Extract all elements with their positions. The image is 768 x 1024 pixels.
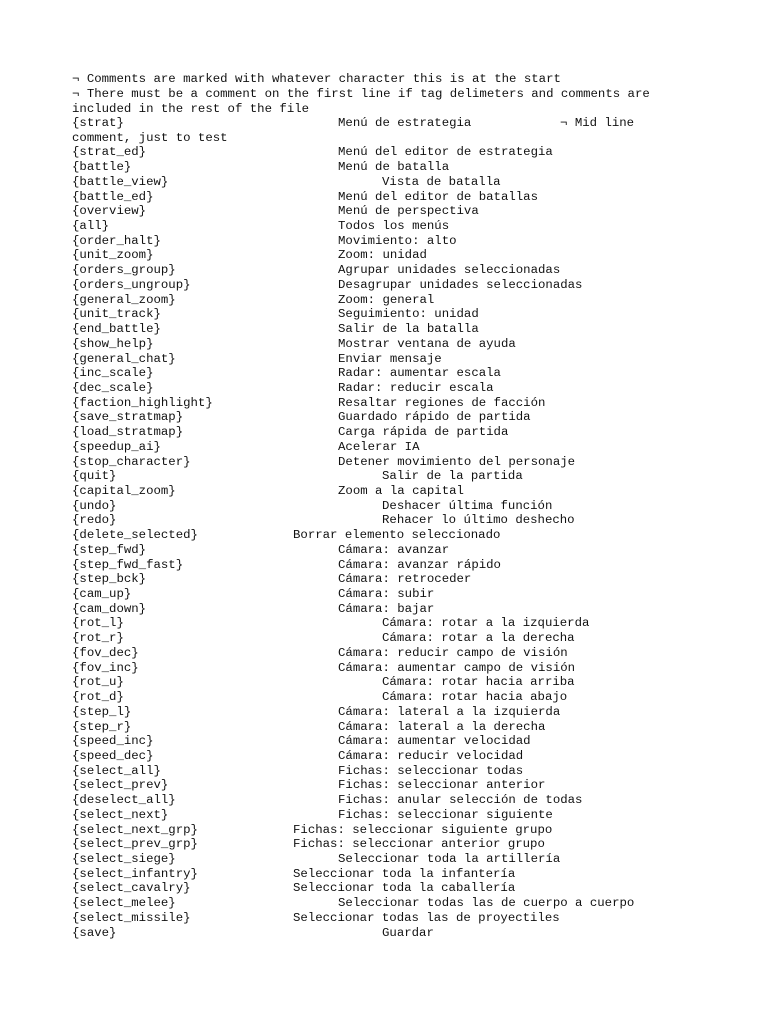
entry-key: {deselect_all} xyxy=(72,793,176,808)
entry-key: {show_help} xyxy=(72,336,154,351)
entry-row xyxy=(72,926,692,941)
entry-key: {battle_ed} xyxy=(72,189,154,204)
entry-key: {select_infantry} xyxy=(72,866,198,881)
entry-key: {end_battle} xyxy=(72,322,161,337)
entry-row xyxy=(72,646,692,661)
entry-row xyxy=(72,366,692,381)
entry-key: {all} xyxy=(72,219,110,234)
entry-row xyxy=(72,116,692,131)
entry-value: Resaltar regiones de facción xyxy=(338,395,546,410)
inline-comment: ¬ Mid line xyxy=(560,116,635,130)
entry-key: {general_zoom} xyxy=(72,292,176,307)
entry-row xyxy=(72,602,692,617)
entry-row xyxy=(72,175,692,190)
entry-value: Cámara: subir xyxy=(338,587,435,602)
entry-key: {battle} xyxy=(72,160,132,175)
entry-key: {capital_zoom} xyxy=(72,484,176,498)
entry-value: Agrupar unidades seleccionadas xyxy=(338,263,561,278)
entry-value: Cámara: retroceder xyxy=(338,572,472,587)
entry-row xyxy=(72,219,692,234)
entry-key: {order_halt} xyxy=(72,233,161,248)
entry-value: Fichas: seleccionar todas xyxy=(338,763,524,778)
entry-row xyxy=(72,337,692,352)
entry-value: Menú de batalla xyxy=(338,160,450,175)
entry-value: Cámara: avanzar xyxy=(338,542,450,557)
entry-key: {rot_d} xyxy=(72,690,124,705)
entry-row xyxy=(72,425,692,440)
entry-key: {step_fwd} xyxy=(72,542,147,557)
entry-value: Salir de la batalla xyxy=(338,322,479,337)
entry-row xyxy=(72,410,692,425)
entry-key: {select_prev} xyxy=(72,778,169,793)
entry-row xyxy=(72,190,692,205)
entry-row xyxy=(72,690,692,705)
entry-value: Seguimiento: unidad xyxy=(338,307,479,322)
entry-value: Seleccionar toda la caballería xyxy=(293,881,516,896)
entry-row xyxy=(72,278,692,293)
entry-row xyxy=(72,881,692,896)
entry-key: {select_next_grp} xyxy=(72,822,198,837)
entry-key: {battle_view} xyxy=(72,174,169,189)
entry-row xyxy=(72,352,692,367)
entry-key: {rot_l} xyxy=(72,616,124,631)
entry-value: Deshacer última función xyxy=(382,498,553,513)
entry-key: {load_stratmap} xyxy=(72,425,184,440)
entry-value: Cámara: reducir velocidad xyxy=(338,748,524,763)
entry-key: {select_melee} xyxy=(72,896,176,911)
entry-row xyxy=(72,793,692,808)
entry-key: {rot_u} xyxy=(72,675,124,690)
entry-key: {save} xyxy=(72,925,117,940)
entry-key: {quit} xyxy=(72,469,117,484)
entry-row xyxy=(72,808,692,823)
entry-value: Fichas: seleccionar siguiente grupo xyxy=(293,822,553,837)
entry-key: {delete_selected} xyxy=(72,528,198,543)
entry-key: {speed_inc} xyxy=(72,734,154,749)
entry-value: Zoom: unidad xyxy=(338,248,427,263)
entry-value: Movimiento: alto xyxy=(338,233,457,248)
entry-value: Menú del editor de estrategia xyxy=(338,145,553,160)
entry-key: {select_prev_grp} xyxy=(72,837,198,852)
entry-row xyxy=(72,381,692,396)
entry-row xyxy=(72,513,692,528)
entry-row xyxy=(72,528,692,543)
entry-value: Cámara: reducir campo de visión xyxy=(338,645,568,660)
entry-row xyxy=(72,307,692,322)
entry-value: Fichas: anular selección de todas xyxy=(338,793,583,808)
entry-key: {step_bck} xyxy=(72,572,147,587)
entry-value: Radar: aumentar escala xyxy=(338,366,501,381)
entry-value: Fichas: seleccionar siguiente xyxy=(338,807,553,822)
entry-row xyxy=(72,572,692,587)
entry-row xyxy=(72,896,692,911)
entry-value: Todos los menús xyxy=(338,219,450,234)
entry-key: {save_stratmap} xyxy=(72,410,184,425)
entry-key: {rot_r} xyxy=(72,631,124,646)
entry-row xyxy=(72,764,692,779)
entry-key: {dec_scale} xyxy=(72,380,154,395)
entry-value: Seleccionar todas las de cuerpo a cuerpo xyxy=(338,896,635,911)
entry-row xyxy=(72,543,692,558)
entry-value: Seleccionar todas las de proyectiles xyxy=(293,910,560,925)
entry-key: {step_l} xyxy=(72,704,132,719)
entry-row xyxy=(72,867,692,882)
entry-key: {cam_down} xyxy=(72,601,147,616)
entry-key: {step_r} xyxy=(72,719,132,734)
entry-value: Zoom: general xyxy=(338,292,435,307)
entry-key: {step_fwd_fast} xyxy=(72,557,184,572)
entry-key: {speed_dec} xyxy=(72,748,154,763)
entry-key: {orders_group} xyxy=(72,263,176,278)
entry-value: Menú del editor de batallas xyxy=(338,189,539,204)
entry-row xyxy=(72,145,692,160)
entry-row xyxy=(72,661,692,676)
entry-key: {select_cavalry} xyxy=(72,881,191,896)
entry-row xyxy=(72,322,692,337)
entry-row xyxy=(72,234,692,249)
entry-value: Cámara: avanzar rápido xyxy=(338,557,501,572)
entry-value: Zoom a la capital xyxy=(338,484,464,498)
entry-value: Guardado rápido de partida xyxy=(338,410,531,425)
entry-value: Guardar xyxy=(382,925,434,940)
entry-value: Salir de la partida xyxy=(382,469,523,484)
entry-key: {select_all} xyxy=(72,763,161,778)
entry-row xyxy=(72,823,692,838)
entry-value: Seleccionar toda la artillería xyxy=(338,852,561,866)
entry-key: {select_siege} xyxy=(72,852,176,866)
entry-key: {faction_highlight} xyxy=(72,395,213,410)
entry-value: Cámara: rotar hacia abajo xyxy=(382,690,568,705)
entry-value: Detener movimiento del personaje xyxy=(338,454,576,469)
entry-value: Radar: reducir escala xyxy=(338,380,494,395)
entry-row xyxy=(72,293,692,308)
entry-value: Borrar elemento seleccionado xyxy=(293,528,501,543)
entry-key: {orders_ungroup} xyxy=(72,277,191,292)
comment-line-2: ¬ There must be a comment on the first line if tag delimeters and comments are included in the rest of the file xyxy=(72,87,650,116)
entry-row xyxy=(72,469,692,484)
entry-row xyxy=(72,720,692,735)
entry-value: Desagrupar unidades seleccionadas xyxy=(338,277,583,292)
entry-row xyxy=(72,911,692,926)
entry-row xyxy=(72,484,692,499)
entry-key: {stop_character} xyxy=(72,454,191,469)
entry-value: Carga rápida de partida xyxy=(338,425,509,440)
entry-row xyxy=(72,705,692,720)
entry-key: {cam_up} xyxy=(72,587,132,602)
entry-row xyxy=(72,558,692,573)
entry-value: Cámara: rotar a la izquierda xyxy=(382,616,590,631)
comment-line-1: ¬ Comments are marked with whatever character this is at the start xyxy=(72,72,561,86)
entry-row xyxy=(72,837,692,852)
entry-value: Rehacer lo último deshecho xyxy=(382,513,575,528)
entry-key: {unit_track} xyxy=(72,307,161,322)
entry-key: {speedup_ai} xyxy=(72,439,161,454)
entry-value: Cámara: rotar hacia arriba xyxy=(382,675,575,690)
entry-value: Cámara: bajar xyxy=(338,601,435,616)
entry-row xyxy=(72,499,692,514)
entry-value: Enviar mensaje xyxy=(338,351,442,366)
entry-value: Cámara: rotar a la derecha xyxy=(382,631,575,646)
entry-value: Cámara: lateral a la derecha xyxy=(338,719,546,734)
entry-row xyxy=(72,248,692,263)
entry-key: {overview} xyxy=(72,204,147,219)
entry-key: {fov_inc} xyxy=(72,660,139,675)
entry-row xyxy=(72,455,692,470)
entry-value: Fichas: seleccionar anterior grupo xyxy=(293,837,545,852)
entry-key: {select_missile} xyxy=(72,910,191,925)
entry-row xyxy=(72,616,692,631)
entry-row xyxy=(72,587,692,602)
entry-row xyxy=(72,396,692,411)
entry-value: Cámara: lateral a la izquierda xyxy=(338,704,561,719)
entry-key: {undo} xyxy=(72,498,117,513)
entry-key: {general_chat} xyxy=(72,351,176,366)
entry-value: Seleccionar toda la infantería xyxy=(293,866,516,881)
entry-value: Cámara: aumentar velocidad xyxy=(338,734,531,749)
entry-value: Vista de batalla xyxy=(382,174,501,189)
entry-value: Mostrar ventana de ayuda xyxy=(338,336,516,351)
entry-row xyxy=(72,852,692,867)
entry-key: {select_next} xyxy=(72,807,169,822)
entry-row xyxy=(72,734,692,749)
entry-row xyxy=(72,631,692,646)
entry-row xyxy=(72,675,692,690)
entry-row xyxy=(72,160,692,175)
entry-row xyxy=(72,263,692,278)
entry-value: Fichas: seleccionar anterior xyxy=(338,778,546,793)
entry-key: {strat} xyxy=(72,116,124,130)
entry-key: {strat_ed} xyxy=(72,145,147,160)
entry-row xyxy=(72,778,692,793)
comment-continuation: comment, just to test xyxy=(72,130,228,145)
entry-value: Menú de estrategia xyxy=(338,116,472,130)
entry-key: {unit_zoom} xyxy=(72,248,154,263)
entry-value: Menú de perspectiva xyxy=(338,204,479,219)
entry-key: {fov_dec} xyxy=(72,645,139,660)
entry-key: {redo} xyxy=(72,513,117,528)
entry-key: {inc_scale} xyxy=(72,366,154,381)
entry-row xyxy=(72,749,692,764)
entry-row xyxy=(72,440,692,455)
entry-value: Cámara: aumentar campo de visión xyxy=(338,660,576,675)
entry-value: Acelerar IA xyxy=(338,439,420,454)
entry-row xyxy=(72,204,692,219)
